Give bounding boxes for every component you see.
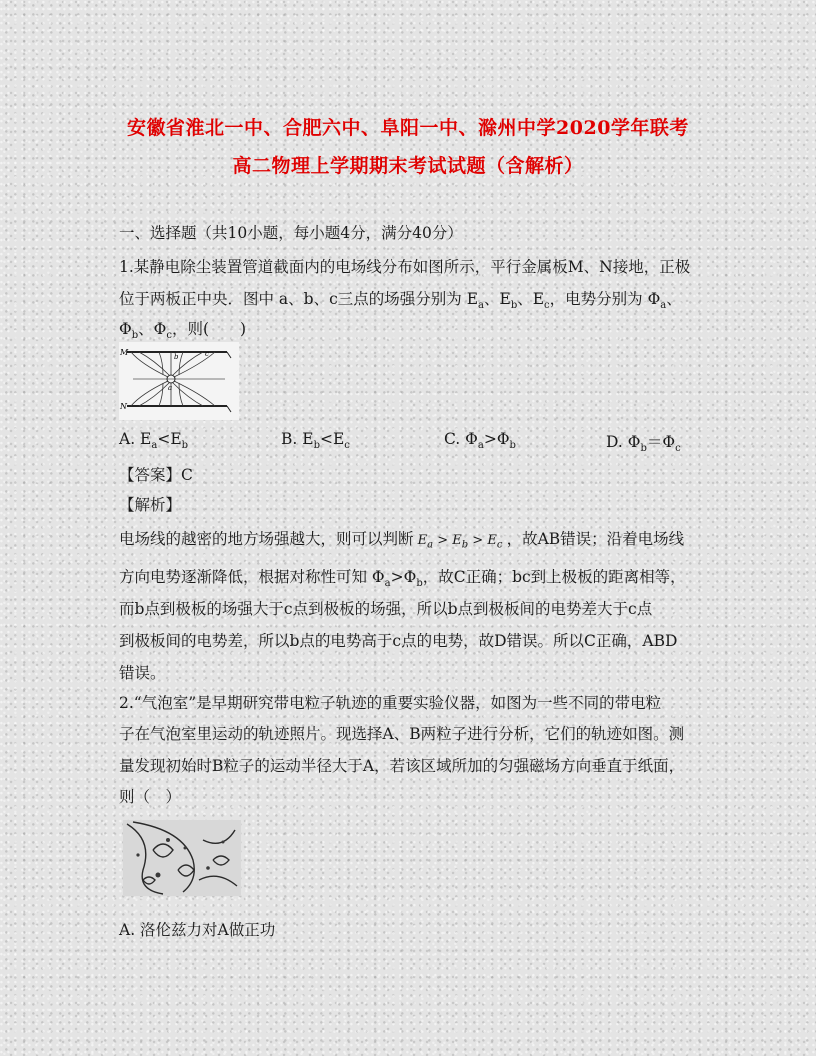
section-heading: 一、选择题（共10小题，每小题4分，满分40分） [119, 224, 463, 242]
svg-text:N: N [120, 402, 127, 411]
q1-option-d[interactable]: D. $\Phi_b=\Phi_c$ [606, 433, 681, 455]
q1-option-c[interactable]: C. $\Phi_a>\Phi_b$ [444, 430, 516, 452]
q1-option-a[interactable]: A. $E_a<E_b$ [119, 430, 189, 452]
q1-text-line1: 1.某静电除尘装置管道截面内的电场线分布如图所示，平行金属板M、N接地，正极 [119, 258, 691, 276]
q1-analysis-line1: 电场线的越密的地方场强越大，则可以判断 $E_a > E_b > E_c$ ，故AB错误；沿着电场线 [119, 530, 685, 551]
q2-text-line3: 量发现初始时B粒子的运动半径大于A，若该区域所加的匀强磁场方向垂直于纸面， [119, 757, 685, 775]
q2-text-line1: 2.“气泡室”是早期研究带电粒子轨迹的重要实验仪器，如图为一些不同的带电粒 [119, 694, 662, 712]
svg-text:a: a [168, 384, 173, 392]
q1-analysis-line3: 而b点到极板的场强大于c点到极板的场强，所以b点到极板间的电势差大于c点 [119, 600, 653, 618]
electric-field-diagram [119, 342, 239, 420]
q2-option-a[interactable]: A. 洛伦兹力对A做正功 [119, 921, 276, 939]
q1-analysis-line2: 方向电势逐渐降低，根据对称性可知 $\Phi_a>\Phi_b$，故C正确；bc到上极板的距离相等， [119, 568, 686, 590]
document-title-line2: 高二物理上学期期末考试试题（含解析） [232, 155, 584, 177]
document-title-line1: 安徽省淮北一中、合肥六中、阜阳一中、滁州中学2020学年联考 [127, 117, 689, 139]
svg-text:c: c [205, 350, 209, 358]
q2-text-line2: 子在气泡室里运动的轨迹照片。现选择A、B两粒子进行分析，它们的轨迹如图。测 [119, 725, 685, 743]
bubble-chamber-photo [123, 820, 241, 896]
q1-analysis-line5: 错误。 [119, 664, 166, 682]
q1-text-line3: $\Phi_b$、$\Phi_c$，则( ) [119, 320, 247, 342]
q1-text-line2: 位于两板正中央．图中 a、b、c三点的场强分别为 $E_a$、$E_b$、$E_c$，电势分别为 $\Phi_a$、 [119, 290, 682, 312]
q1-analysis-label: 【解析】 [119, 496, 182, 514]
q1-analysis-line4: 到极板间的电势差，所以b点的电势高于c点的电势，故D错误。所以C正确，ABD [119, 632, 678, 650]
svg-text:M: M [120, 348, 129, 357]
q2-text-line4: 则（ ） [119, 788, 182, 806]
q1-option-b[interactable]: B. $E_b<E_c$ [281, 430, 350, 452]
q1-answer: 【答案】C [119, 466, 193, 484]
svg-text:b: b [174, 353, 179, 361]
q1-options [119, 430, 719, 455]
